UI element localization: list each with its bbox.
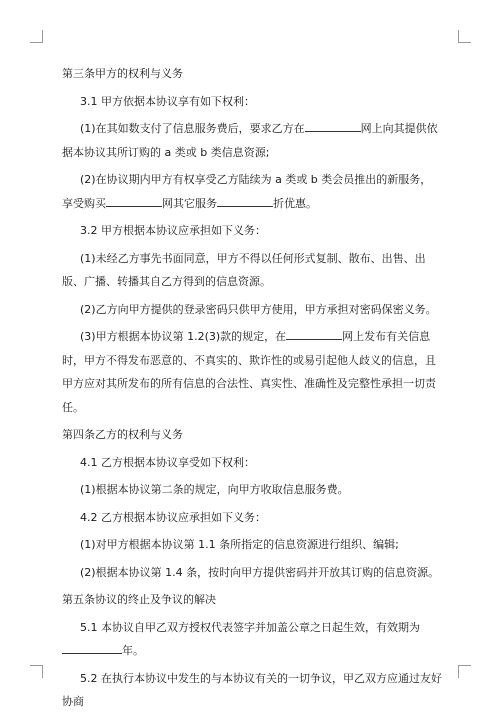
clause-4-1-1: (1)根据本协议第二条的规定，向甲方收取信息服务费。 (80, 483, 349, 496)
fill-blank (106, 194, 162, 207)
section-heading-4: 第四条乙方的权利与义务 (62, 428, 183, 441)
section-heading-5: 第五条协议的终止及争议的解决 (62, 593, 216, 606)
fill-blank (217, 194, 273, 207)
clause-5-1: 5.1 本协议自甲乙双方授权代表签字并加盖公章之日起生效，有效期为年。 (62, 616, 442, 663)
clause-4-2-2: (2)根据本协议第 1.4 条，按时向甲方提供密码并开放其订购的信息资源。 (80, 565, 440, 579)
crop-mark-top-right (458, 30, 471, 43)
clause-3-1-2: (2)在协议期内甲方有权享受乙方陆续为 a 类或 b 类会员推出的新服务，享受购买 网其它服务 折优惠。 (62, 173, 432, 210)
crop-mark-bottom-right (458, 665, 471, 678)
clause-3-2-1: (1)未经乙方事先书面同意，甲方不得以任何形式复制、散布、出售、出版、广播、转播其自乙方得到的信息资源。 (62, 251, 426, 288)
document-body (62, 62, 442, 718)
clause-5-2: 5.2 在执行本协议中发生的与本协议有关的一切争议，甲乙双方应通过友好协商 (62, 671, 442, 708)
crop-mark-bottom-left (30, 665, 43, 678)
clause-4-1: 4.1 乙方根据本协议享受如下权利： (80, 455, 255, 469)
clause-3-2: 3.2 甲方根据本协议应承担如下义务： (80, 224, 266, 237)
clause-4-2-1: (1)对甲方根据本协议第 1.1 条所指定的信息资源进行组织、编辑; (80, 538, 399, 551)
clause-3-1-1: (1)在其如数支付了信息服务费后，要求乙方在 网上向其提供依据本协议其所订购的 a 类或 b 类信息资源; (62, 117, 442, 164)
clause-3-1: 3.1 甲方依据本协议享有如下权利： (80, 94, 255, 108)
crop-mark-top-left (30, 30, 43, 43)
fill-blank (286, 327, 342, 340)
fill-blank (305, 119, 361, 132)
section-heading-3: 第三条甲方的权利与义务 (62, 67, 183, 80)
fill-blank (62, 641, 122, 654)
clause-4-2: 4.2 乙方根据本协议应承担如下义务： (80, 510, 266, 524)
clause-3-2-2: (2)乙方向甲方提供的登录密码只供甲方使用，甲方承担对密码保密义务。 (80, 302, 437, 316)
clause-3-2-3: (3)甲方根据本协议第 1.2(3)款的规定，在 网上发布有关信息时，甲方不得发布恶意的、不真实的、欺诈性的或易引起他人歧义的信息，且甲方应对其所发布的所有信息的合法性、真实性、准确性及完整性承担一切责任。 (62, 325, 442, 419)
